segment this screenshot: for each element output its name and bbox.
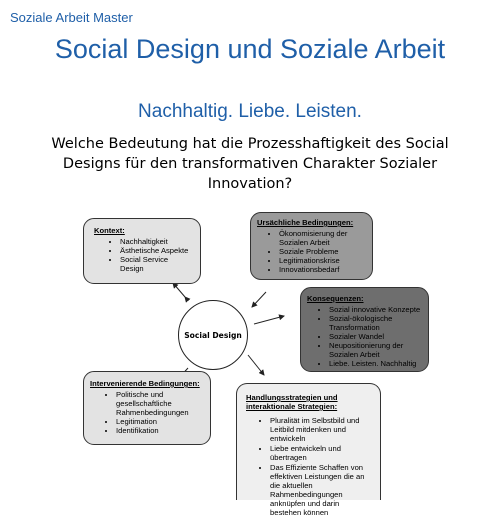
strategies-list xyxy=(246,416,372,517)
list-item: • Politische und gesellschaftliche Rahmenbedingungen xyxy=(116,390,204,417)
arrow-strategies xyxy=(248,355,264,375)
list-item: • Social Service Design xyxy=(120,255,192,273)
list-item: • Pluralität im Selbstbild und Leitbild mitdenken und entwickeln xyxy=(270,416,372,443)
causal-conditions-box xyxy=(250,212,373,280)
intervening-list xyxy=(90,390,204,435)
list-item: • Neupositionierung der Sozialen Arbeit xyxy=(329,341,422,359)
list-item: • Nachhaltigkeit xyxy=(120,237,192,246)
research-question: Welche Bedeutung hat die Prozesshaftigkeit des Social Designs für den transformativen Charakter Sozialer Innovation? xyxy=(51,136,449,192)
strategies-heading: Handlungsstrategien und interaktionale Strategien: xyxy=(246,393,338,411)
list-item: • Innovationsbedarf xyxy=(279,265,366,274)
list-item: • Sozial-ökologische Transformation xyxy=(329,314,422,332)
context-box xyxy=(83,218,201,284)
list-item: • Sozialer Wandel xyxy=(329,332,422,341)
center-node-social-design xyxy=(178,300,248,370)
arrow-context xyxy=(173,283,185,297)
list-item: • Sozial innovative Konzepte xyxy=(329,305,422,314)
list-item: • Legitimationskrise xyxy=(279,256,366,265)
page-subtitle: Nachhaltig. Liebe. Leisten. xyxy=(138,101,362,122)
list-item: • Liebe entwickeln und übertragen xyxy=(270,444,372,462)
arrow-consequences xyxy=(254,316,284,324)
consequences-box xyxy=(300,287,429,372)
consequences-list xyxy=(307,305,422,368)
arrow-causal xyxy=(252,292,266,307)
consequences-heading: Konsequenzen: xyxy=(307,294,364,303)
list-item: • Soziale Probleme xyxy=(279,247,366,256)
context-heading: Kontext: xyxy=(94,226,125,235)
list-item: • Identifikation xyxy=(116,426,204,435)
strategies-box xyxy=(236,383,381,517)
context-list xyxy=(94,237,192,273)
list-item: • Liebe. Leisten. Nachhaltig xyxy=(329,359,422,368)
list-item: • Ökonomisierung der Sozialen Arbeit xyxy=(279,229,366,247)
center-label: Social Design xyxy=(184,330,242,340)
causal-list xyxy=(257,229,366,274)
list-item: • Legitimation xyxy=(116,417,204,426)
intervening-heading: Intervenierende Bedingungen: xyxy=(90,379,200,388)
intervening-conditions-box xyxy=(83,371,211,445)
causal-heading: Ursächliche Bedingungen: xyxy=(257,218,354,227)
list-item: • Das Effiziente Schaffen von effektiven Leistungen die an die aktuellen Rahmenbedingungen anknüpfen und darin bestehen können xyxy=(270,463,372,517)
list-item: • Ästhetische Aspekte xyxy=(120,246,192,255)
course-label: Soziale Arbeit Master xyxy=(10,10,133,25)
page-title: Social Design und Soziale Arbeit xyxy=(54,34,446,64)
